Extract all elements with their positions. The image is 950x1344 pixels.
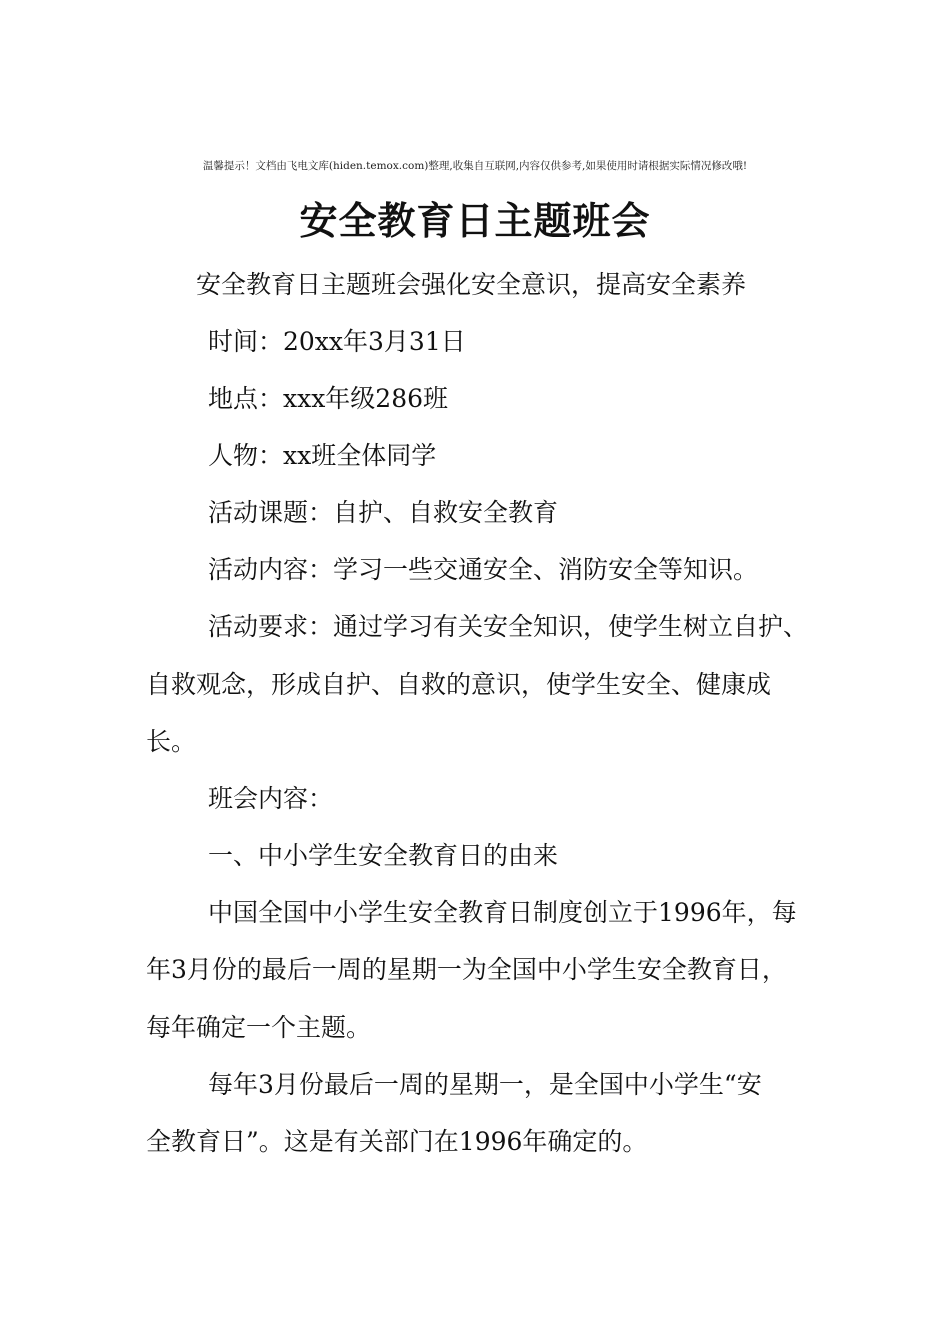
time-line: 时间：20xx年3月31日 xyxy=(208,327,466,356)
place-line: 地点：xxx年级286班 xyxy=(208,384,449,413)
para1-line-3: 每年确定一个主题。 xyxy=(146,1013,372,1042)
para1-line-1: 中国全国中小学生安全教育日制度创立于1996年，每 xyxy=(208,898,797,927)
requirement-line-1: 活动要求：通过学习有关安全知识，使学生树立自护、 xyxy=(208,612,809,641)
para1-line-2: 年3月份的最后一周的星期一为全国中小学生安全教育日， xyxy=(146,955,787,984)
para2-line-1: 每年3月份最后一周的星期一，是全国中小学生“安 xyxy=(208,1070,762,1099)
section1-heading: 一、中小学生安全教育日的由来 xyxy=(208,841,559,870)
download-notice: 温馨提示！文档由飞电文库(hiden.temox.com)整理,收集自互联网,内容仅供参考,如果使用时请根据实际情况修改哦! xyxy=(202,160,748,172)
content-line: 活动内容：学习一些交通安全、消防安全等知识。 xyxy=(208,555,759,584)
meeting-content-heading: 班会内容： xyxy=(208,784,334,813)
topic-line: 活动课题：自护、自救安全教育 xyxy=(208,498,559,527)
people-line: 人物：xx班全体同学 xyxy=(208,441,437,470)
para2-line-2: 全教育日”。这是有关部门在1996年确定的。 xyxy=(146,1127,648,1156)
requirement-line-2: 自救观念，形成自护、自救的意识，使学生安全、健康成 xyxy=(146,670,772,699)
requirement-line-3: 长。 xyxy=(146,727,197,756)
page-title: 安全教育日主题班会 xyxy=(299,198,651,243)
subtitle: 安全教育日主题班会强化安全意识，提高安全素养 xyxy=(196,270,747,299)
